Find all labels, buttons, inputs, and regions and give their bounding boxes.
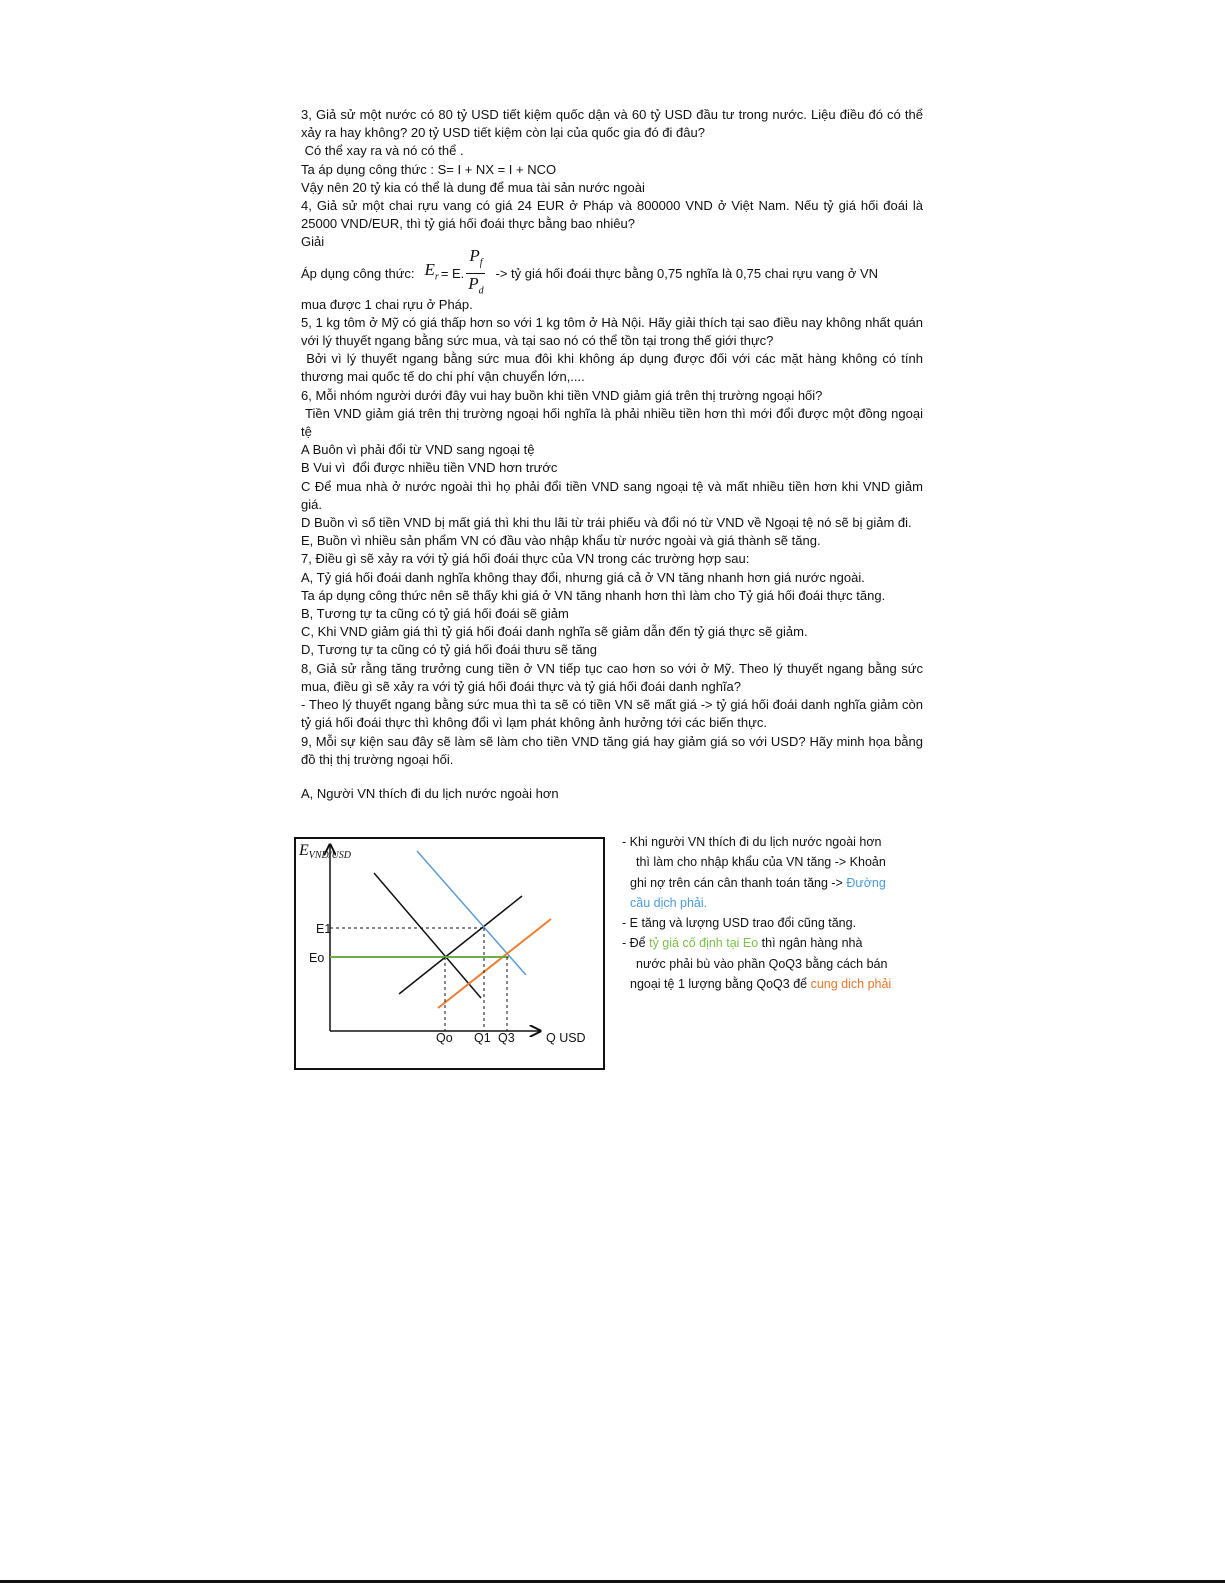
note-line: cầu dịch phải. bbox=[630, 895, 708, 910]
paragraph: B, Tương tự ta cũng có tỷ giá hối đoái sẽ giảm bbox=[301, 606, 569, 622]
paragraph: B Vui vì đổi được nhiều tiền VND hơn trước bbox=[301, 460, 558, 476]
paragraph: mua được 1 chai rựu ở Pháp. bbox=[301, 296, 473, 312]
formula-suffix: -> tỷ giá hối đoái thực bằng 0,75 nghĩa là 0,75 chai rựu vang ở VN bbox=[495, 265, 879, 281]
eo-label: Eo bbox=[309, 951, 325, 965]
supply-curve-original bbox=[399, 896, 522, 994]
graph-svg bbox=[296, 839, 603, 1068]
note-line: - E tăng và lượng USD trao đổi cũng tăng. bbox=[622, 916, 857, 931]
formula-equals: = E. bbox=[440, 265, 465, 281]
x-axis-label: Q USD bbox=[546, 1031, 586, 1045]
paragraph: 6, Mỗi nhóm người dưới đây vui hay buồn khi tiền VND giảm giá trên thị trường ngoại hối? bbox=[301, 387, 823, 403]
formula-fraction: $\frac{P_f}{P_d}$ bbox=[468, 245, 484, 297]
side-notes bbox=[622, 832, 924, 994]
paragraph: 4, Giả sử một chai rựu vang có giá 24 EUR ở Pháp và 800000 VND ở Việt Nam. Nếu tỷ giá hối đoái là 25000 VND/EUR, thì tỷ giá hối đoái thực bằng bao nhiêu? bbox=[301, 198, 923, 232]
q3-label: Q3 bbox=[498, 1031, 515, 1045]
q1-label: Q1 bbox=[474, 1031, 491, 1045]
paragraph: A Buôn vì phải đổi từ VND sang ngoại tệ bbox=[301, 442, 535, 458]
paragraph: E, Buồn vì nhiều sản phẩm VN có đầu vào nhập khẩu từ nước ngoài và giá thành sẽ tăng. bbox=[301, 533, 821, 549]
paragraph: Ta áp dụng công thức : S= I + NX = I + NCO bbox=[301, 161, 557, 177]
note-line: - Khi người VN thích đi du lịch nước ngoài hơn bbox=[622, 835, 882, 849]
paragraph: Bởi vì lý thuyết ngang bằng sức mua đôi khi không áp dụng được đối với các mặt hàng không có tính thương mai quốc tế do chi phí vận chuyển lớn,.... bbox=[301, 351, 927, 385]
demand-curve-original bbox=[374, 873, 481, 998]
section-a-heading: A, Người VN thích đi du lịch nước ngoài hơn bbox=[301, 785, 559, 801]
paragraph: D Buồn vì số tiền VND bị mất giá thì khi thu lãi từ trái phiếu và đổi nó từ VND về Ngoại tệ nó sẽ bị giảm đi. bbox=[301, 515, 912, 531]
e1-label: E1 bbox=[316, 922, 332, 936]
paragraph: 7, Điều gì sẽ xảy ra với tỷ giá hối đoái thực của VN trong các trường hợp sau: bbox=[301, 551, 750, 567]
bottom-border bbox=[0, 1580, 1225, 1583]
supply-curve-shifted bbox=[438, 919, 551, 1008]
forex-market-graph bbox=[294, 837, 605, 1070]
paragraph: A, Tỷ giá hối đoái danh nghĩa không thay đổi, nhưng giá cả ở VN tăng nhanh hơn giá nước ngoài. bbox=[301, 569, 865, 585]
paragraph: 3, Giả sử một nước có 80 tỷ USD tiết kiệm quốc dận và 60 tỷ USD đầu tư trong nước. Liệu điều đó có thể xảy ra hay không? 20 tỷ USD tiết kiệm còn lại của quốc gia đó đi đâu? bbox=[301, 107, 923, 141]
note-line: nước phải bù vào phần QoQ3 bằng cách bán bbox=[636, 956, 888, 971]
paragraph: C, Khi VND giảm giá thì tỷ giá hối đoái danh nghĩa sẽ giảm dẫn đến tỷ giá thực sẽ giảm. bbox=[301, 624, 808, 640]
paragraph: - Theo lý thuyết ngang bằng sức mua thì ta sẽ có tiền VN sẽ mất giá -> tỷ giá hối đoái danh nghĩa giảm còn tỷ giá hối đoái thực thì không đổi vì lạm phát không ảnh hưởng tới các biến thực. bbox=[301, 697, 923, 731]
paragraph: Ta áp dụng công thức nên sẽ thấy khi giá ở VN tăng nhanh hơn thì làm cho Tỷ giá hối đoái thực tăng. bbox=[301, 587, 886, 603]
paragraph: Có thể xay ra và nó có thể . bbox=[301, 143, 464, 159]
text-column bbox=[301, 106, 927, 803]
paragraph: 8, Giả sử rằng tăng trưởng cung tiền ở VN tiếp tục cao hơn so với ở Mỹ. Theo lý thuyết ngang bằng sức mua, điều gì sẽ xảy ra với tỷ giá hối đoái thực và tỷ giá hối đoái danh nghĩa? bbox=[301, 660, 923, 694]
note-line: thì làm cho nhập khẩu của VN tăng -> Khoản bbox=[636, 855, 886, 870]
formula-prefix: Áp dụng công thức: bbox=[301, 265, 415, 281]
paragraph: 5, 1 kg tôm ở Mỹ có giá thấp hơn so với 1 kg tôm ở Hà Nội. Hãy giải thích tại sao điều nay không nhất quán với lý thuyết ngang bằng sức mua, và tại sao nó có thể tồn tại trong thế giới thực? bbox=[301, 314, 923, 349]
y-axis-label: EVND/USD bbox=[299, 842, 352, 861]
formula-line bbox=[301, 245, 923, 297]
paragraph: Vậy nên 20 tỷ kia có thể là dung để mua tài sản nước ngoài bbox=[301, 179, 645, 195]
paragraph: C Để mua nhà ở nước ngoài thì họ phải đổi tiền VND sang ngoại tệ và mất nhiều tiền hơn khi VND giảm giá. bbox=[301, 478, 923, 512]
paragraph: 9, Mỗi sự kiện sau đây sẽ làm sẽ làm cho tiền VND tăng giá hay giảm giá so với USD? Hãy minh họa bằng đồ thị thị trường ngoại hối. bbox=[301, 733, 923, 767]
note-line: - Để tỷ giá cố định tại Eo thì ngân hàng nhà bbox=[622, 936, 863, 951]
note-line: ngoại tệ 1 lượng bằng QoQ3 để cung dich phải bbox=[630, 977, 892, 992]
paragraph: D, Tương tự ta cũng có tỷ giá hối đoái thưu sẽ tăng bbox=[301, 642, 598, 658]
qo-label: Qo bbox=[436, 1031, 453, 1045]
paragraph: Tiền VND giảm giá trên thị trường ngoại hối nghĩa là phải nhiều tiền hơn thì mới đổi được một đồng ngoại tệ bbox=[301, 405, 927, 440]
paragraph: Giải bbox=[301, 234, 325, 250]
note-line: ghi nợ trên cán cân thanh toán tăng -> Đường bbox=[630, 875, 886, 890]
formula-lhs: $E_r$ bbox=[424, 259, 439, 283]
